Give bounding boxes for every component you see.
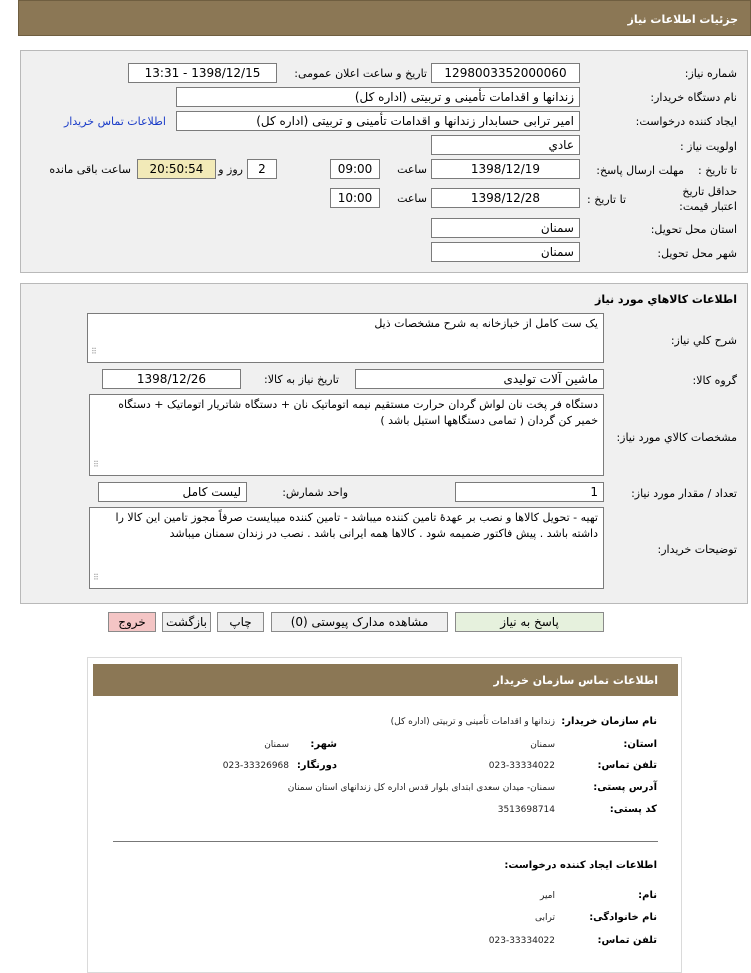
deadline-time-field: 09:00 — [330, 159, 380, 179]
specs-text: دستگاه فر پخت نان لواش گردان حرارت مستقیم نیمه اتوماتیک نان + دستگاه شاتریار اتوماتیک + دستگاه خمیر کن گردان ( تمامی دستگاهها استیل باشد ) — [118, 398, 598, 427]
org-name-value: زندانها و اقدامات تأمينی و تربيتی (اداره کل) — [390, 717, 555, 727]
specs-label: مشخصات کالاي مورد نياز: — [616, 431, 737, 444]
creator-label: ايجاد کننده درخواست: — [635, 115, 737, 128]
resize-grip-icon[interactable]: ⠿ — [91, 347, 97, 356]
contact-divider — [113, 841, 658, 842]
specs-area — [89, 394, 604, 476]
creator-phone-value: 023-33334022 — [488, 936, 555, 946]
unit-label: واحد شمارش: — [282, 486, 348, 499]
need-date-label: تاريخ نياز به کالا: — [264, 373, 339, 386]
description-label: شرح کلي نياز: — [670, 334, 737, 347]
last-name-label: نام خانوادگی: — [589, 912, 657, 923]
remaining-label: ساعت باقی مانده — [49, 163, 131, 176]
quantity-field: 1 — [455, 482, 604, 502]
validity-time-label: ساعت — [397, 192, 427, 205]
announce-label: تاريخ و ساعت اعلان عمومی: — [294, 67, 427, 80]
description-text: یک ست کامل از خبازخانه به شرح مشخصات ذیل — [374, 317, 598, 330]
city-label: شهر محل تحويل: — [657, 247, 737, 260]
address-label: آدرس پستی: — [593, 782, 657, 793]
quantity-label: تعداد / مقدار مورد نياز: — [631, 487, 737, 500]
validity-date-field: 1398/12/28 — [431, 188, 580, 208]
page-title: جزئيات اطلاعات نياز — [627, 13, 738, 26]
org-name-label: نام سازمان خريدار: — [561, 716, 657, 727]
back-button[interactable]: بازگشت — [162, 612, 211, 632]
page-header — [18, 0, 751, 36]
contact-phone-value: 023-33334022 — [488, 761, 555, 771]
priority-label: اولويت نياز : — [679, 140, 737, 153]
reply-button[interactable]: پاسخ به نياز — [455, 612, 604, 632]
contact-city-value: سمنان — [264, 740, 289, 750]
days-label: روز و — [218, 163, 243, 176]
attachments-button[interactable]: مشاهده مدارک پيوستی (0) — [271, 612, 448, 632]
creator-section-title: اطلاعات ايجاد کننده درخواست: — [504, 860, 657, 871]
contact-card-header — [93, 664, 678, 696]
city-field: سمنان — [431, 242, 580, 262]
need-number-field: 1298003352000060 — [431, 63, 580, 83]
creator-field: امير ترابی حسابدار زندانها و اقدامات تأمينی و تربيتی (اداره کل) — [176, 111, 580, 131]
exit-button[interactable]: خروج — [108, 612, 156, 632]
province-field: سمنان — [431, 218, 580, 238]
first-name-label: نام: — [638, 890, 657, 901]
need-number-label: شماره نياز: — [684, 67, 737, 80]
contact-card-title: اطلاعات تماس سازمان خريدار — [493, 674, 658, 687]
postal-code-label: کد پستی: — [609, 804, 657, 815]
deadline-until-label: تا تاريخ : — [698, 164, 737, 177]
resize-grip-icon[interactable]: ⠿ — [93, 573, 99, 582]
validity-time-field: 10:00 — [330, 188, 380, 208]
buyer-contact-link[interactable]: اطلاعات تماس خريدار — [64, 115, 166, 128]
province-label: استان محل تحويل: — [650, 223, 737, 236]
goods-group-label: گروه کالا: — [692, 374, 737, 387]
priority-field: عادي — [431, 135, 580, 155]
creator-phone-label: تلفن تماس: — [597, 935, 657, 946]
contact-province-value: سمنان — [530, 740, 555, 750]
description-area — [87, 313, 604, 363]
contact-city-label: شهر: — [310, 739, 337, 750]
announce-field: 1398/12/15 - 13:31 — [128, 63, 277, 83]
days-field: 2 — [247, 159, 277, 179]
need-date-field: 1398/12/26 — [102, 369, 241, 389]
contact-province-label: استان: — [623, 739, 657, 750]
first-name-value: امير — [539, 891, 555, 901]
buyer-contact-card — [87, 657, 682, 973]
need-info-panel — [20, 50, 748, 273]
buyer-notes-text: تهیه - تحویل کالاها و نصب بر عهدهٔ تامین کننده میباشد - تامین کننده میبایست صرفاً مجوز تامین این کالا را داشته باشد . پیش فاکتور ضمیمه شود . کالاها همه ایرانی باشد . نصب در زندان سمنان میباشد — [115, 511, 598, 540]
goods-group-field: ماشين آلات توليدی — [355, 369, 604, 389]
unit-field: ليست کامل — [98, 482, 247, 502]
postal-code-value: 3513698714 — [497, 805, 555, 815]
goods-section-title: اطلاعات کالاهاي مورد نياز — [595, 293, 737, 306]
buyer-org-label: نام دستگاه خريدار: — [650, 91, 737, 104]
print-button[interactable]: چاپ — [217, 612, 264, 632]
contact-phone-label: تلفن تماس: — [597, 760, 657, 771]
fax-value: 023-33326968 — [222, 761, 289, 771]
buyer-notes-label: توضيحات خريدار: — [657, 543, 737, 556]
resize-grip-icon[interactable]: ⠿ — [93, 460, 99, 469]
address-value: سمنان- میدان سعدی ابتدای بلوار قدس اداره کل زندانهای استان سمنان — [287, 783, 555, 793]
buyer-org-field: زندانها و اقدامات تأمينی و تربيتی (اداره کل) — [176, 87, 580, 107]
deadline-date-field: 1398/12/19 — [431, 159, 580, 179]
validity-until-label: تا تاريخ : — [587, 193, 626, 206]
fax-label: دورنگار: — [296, 760, 337, 771]
remaining-time-field: 20:50:54 — [137, 159, 216, 179]
last-name-value: ترابی — [535, 913, 555, 923]
buyer-notes-area — [89, 507, 604, 589]
deadline-time-label: ساعت — [397, 163, 427, 176]
deadline-label: مهلت ارسال پاسخ: — [596, 164, 684, 177]
validity-label: حداقل تاريخ اعتبار قيمت: — [679, 185, 737, 213]
